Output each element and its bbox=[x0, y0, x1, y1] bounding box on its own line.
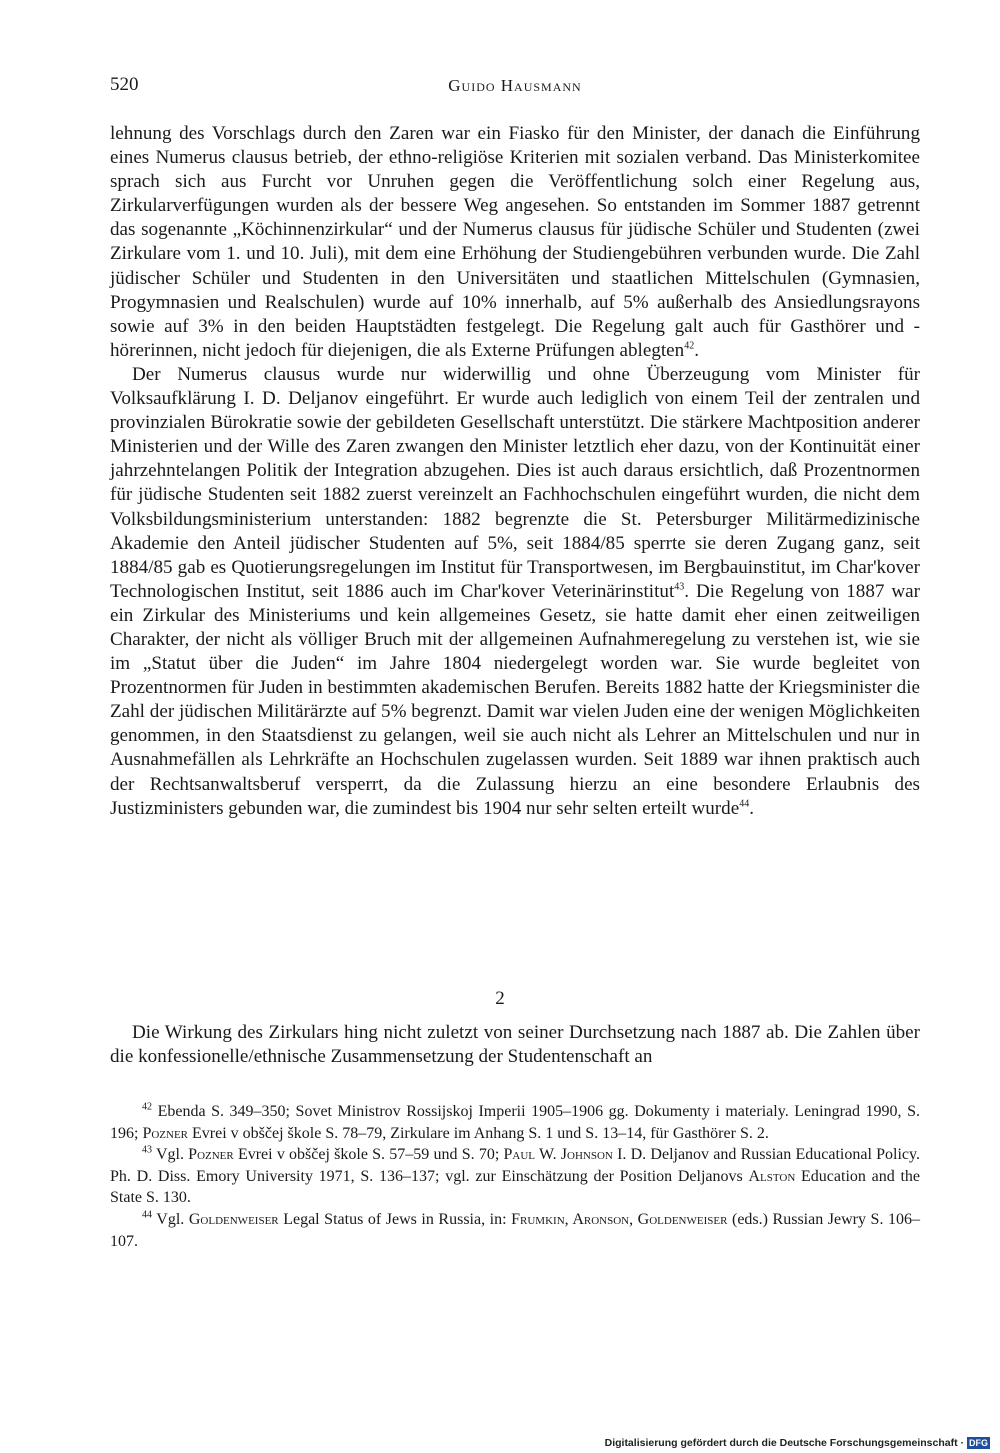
body-text bbox=[110, 122, 920, 821]
paragraph-2-text: Der Numerus clausus wurde nur widerwillig und ohne Überzeugung vom Minister für Volksaufklärung I. D. Deljanov eingeführt. Er wurde auch lediglich von einem Teil der zentralen und provinzialen Bürokratie sowie der gebildeten Gesellschaft unterstützt. Die stärkere Machtposition anderer Ministerien und der Wille des Zaren zwangen den Minister letztlich eher dazu, von der Kontinuität einer jahrzehntelangen Politik der Integration abzugehen. Dies ist auch daraus ersichtlich, daß Prozentnormen für jüdische Studenten seit 1882 zuerst vereinzelt an Fachhochschulen eingeführt wurden, die nicht dem Volksbildungsministerium unterstanden: 1882 begrenzte die St. Petersburger Militärmedizinische Akademie den Anteil jüdischer Studenten auf 5%, seit 1884/85 sperrte sie deren Zugang ganz, seit 1884/85 gab es Quotierungsregelungen im Institut für Transportwesen, im Bergbauinstitut, im Char'kover Technologischen Institut, seit 1886 auch im Char'kover Veterinärinstitut bbox=[110, 363, 920, 602]
paragraph-3: Die Wirkung des Zirkulars hing nicht zuletzt von seiner Durchsetzung nach 1887 ab. Die Zahlen über die konfessionelle/ethnische Zusammensetzung der Studentenschaft an bbox=[110, 1022, 920, 1068]
footnote-text: Education and the State S. 130. bbox=[110, 1167, 920, 1207]
footnote-42 bbox=[110, 1101, 920, 1144]
footnote-ref-42[interactable]: 42 bbox=[684, 340, 695, 352]
author-name: Goldenweiser bbox=[188, 1210, 279, 1228]
footnote-number: 44 bbox=[142, 1209, 152, 1221]
footnote-43 bbox=[110, 1144, 920, 1209]
section-number: 2 bbox=[495, 988, 505, 1009]
author-name: Pozner bbox=[188, 1146, 234, 1164]
footnote-text: I. D. Deljanov and Russian Educational Policy. Ph. D. Diss. Emory University 1971, S. 136–137; vgl. zur Einschätzung der Position Deljanovs bbox=[110, 1146, 920, 1185]
page-header bbox=[110, 74, 920, 104]
digitization-credit bbox=[605, 1436, 990, 1450]
footnotes bbox=[110, 1101, 920, 1252]
paragraph-2-text-cont: . Die Regelung von 1887 war ein Zirkular des Ministeriums und kein allgemeines Gesetz, sie hatte damit eher einen zeitweiligen Charakter, der nicht als völliger Bruch mit der allgemeinen Aufnahmeregelung zu verstehen ist, wie sie im „Statut über die Juden“ im Jahre 1804 niedergelegt worden war. Sie wurde begleitet von Prozentnormen für Juden in bestimmten akademischen Berufen. Bereits 1882 hatte der Kriegsminister die Zahl der jüdischen Militärärzte auf 5% begrenzt. Damit war vielen Juden eine der wenigen Möglichkeiten genommen, in den Staatsdienst zu gelangen, weil sie auch nicht als Lehrer an Mittelschulen und nur in Ausnahmefällen als Lehrkräfte an Hochschulen zugelassen wurden. Seit 1889 war ihnen praktisch auch der Rechtsanwaltsberuf versperrt, da die Zulassung hierzu an eine besondere Erlaubnis des Justizministers gebunden war, die zumindest bis 1904 nur sehr selten erteilt wurde bbox=[110, 580, 920, 819]
footnote-text: Legal Status of Jews in Russia, in: bbox=[278, 1210, 512, 1228]
author-name: Pozner bbox=[142, 1124, 189, 1142]
footnote-text: (eds.) Russian Jewry S. 106–107. bbox=[110, 1210, 921, 1250]
page-number: 520 bbox=[110, 74, 139, 95]
footnote-text: Evrei v obščej škole S. 78–79, Zirkulare im Anhang S. 1 und S. 13–14, für Gasthörer S. 2. bbox=[188, 1124, 769, 1142]
footnote-number: 43 bbox=[142, 1144, 152, 1156]
footnote-text: Vgl. bbox=[155, 1146, 189, 1164]
footnote-text: Vgl. bbox=[156, 1210, 189, 1228]
running-head: Guido Hausmann bbox=[448, 76, 582, 95]
author-name: Paul W. Johnson bbox=[503, 1146, 613, 1164]
author-name: Alston bbox=[748, 1167, 796, 1185]
dfg-logo-icon: DFG bbox=[969, 1438, 988, 1448]
footnote-number: 42 bbox=[142, 1101, 152, 1113]
footnote-ref-44[interactable]: 44 bbox=[739, 798, 750, 810]
footnote-44 bbox=[110, 1209, 920, 1252]
footnote-ref-43[interactable]: 43 bbox=[674, 581, 685, 593]
paragraph-1-end: . bbox=[694, 339, 699, 361]
body-text-section-2 bbox=[110, 1021, 920, 1069]
paragraph-1 bbox=[110, 122, 920, 363]
footnote-text: Evrei v obščej škole S. 57–59 und S. 70; bbox=[233, 1146, 504, 1164]
credit-text: Digitalisierung gefördert durch die Deutsche Forschungsgemeinschaft · bbox=[604, 1437, 964, 1449]
paragraph-1-text: lehnung des Vorschlags durch den Zaren war ein Fiasko für den Minister, der danach die Einführung eines Numerus clausus betrieb, der ethno-religiöse Kriterien mit sozialen verband. Das Ministerkomitee sprach sich aus Furcht vor Unruhen gegen die Veröffentlichung solch einer Regelung aus, Zirkularverfügungen wurden als der bessere Weg angesehen. So entstanden im Sommer 1887 getrennt das sogenannte „Köchinnenzirkular“ und der Numerus clausus für jüdische Schüler und Studenten (zwei Zirkulare vom 1. und 10. Juli), mit dem eine Erhöhung der Studiengebühren verbunden wurde. Die Zahl jüdischer Schüler und Studenten in den Universitäten und staatlichen Mittelschulen (Gymnasien, Progymnasien und Realschulen) wurde auf 10% innerhalb, auf 5% außerhalb des Ansiedlungsrayons sowie auf 3% in den beiden Hauptstädten festgelegt. Die Regelung galt auch für Gasthörer und -hörerinnen, nicht jedoch für diejenigen, die als Externe Prüfungen ablegten bbox=[110, 123, 920, 361]
paragraph-2-end: . bbox=[749, 797, 754, 819]
author-name: Frumkin, Aronson, Goldenweiser bbox=[511, 1210, 728, 1228]
paragraph-2 bbox=[110, 363, 920, 821]
footnote-text: Ebenda S. 349–350; Sovet Ministrov Rossijskoj Imperii 1905–1906 gg. Dokumenty i materialy. Leningrad 1990, S. 196; bbox=[110, 1103, 921, 1142]
